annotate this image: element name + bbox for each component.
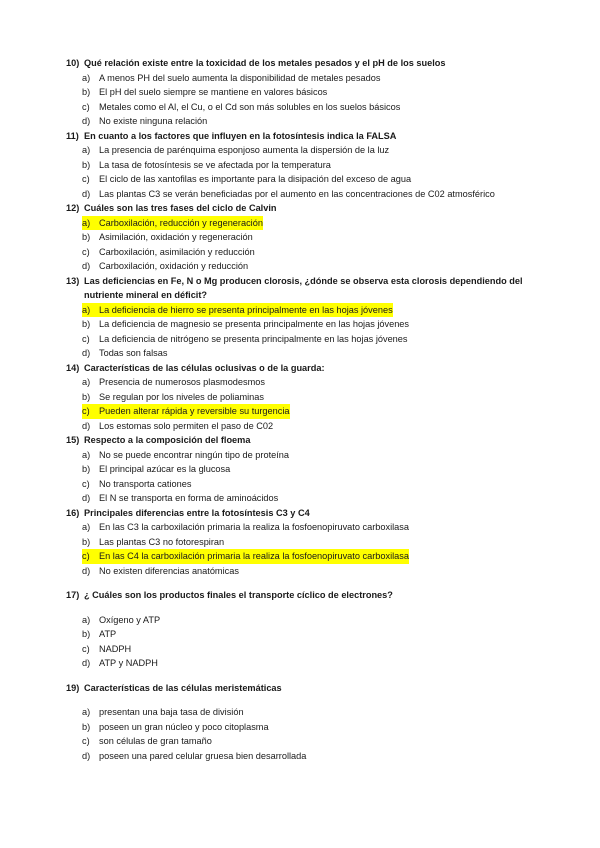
question-block (66, 588, 546, 671)
question-heading (66, 361, 546, 376)
question-heading (66, 129, 546, 144)
option-text: Oxígeno y ATP (99, 614, 161, 625)
option-text: La deficiencia de hierro se presenta principalmente en las hojas jóvenes (99, 303, 393, 318)
question-heading (66, 681, 546, 696)
option-letter: b) (82, 721, 91, 732)
highlighted-answer-option (66, 216, 546, 231)
answer-option (66, 114, 546, 129)
question-number: 12) (66, 203, 80, 213)
option-text: poseen una pared celular gruesa bien desarrollada (99, 750, 307, 761)
option-letter: b) (82, 319, 91, 329)
option-text: No transporta cationes (99, 478, 192, 489)
option-text: ATP y NADPH (99, 658, 158, 668)
option-text: Presencia de numerosos plasmodesmos (99, 377, 265, 387)
answer-option (66, 720, 546, 735)
option-text: No existe ninguna relación (99, 116, 208, 126)
answer-option (66, 259, 546, 274)
answer-option (66, 477, 546, 492)
question-text: Características de las células meristemáticas (84, 682, 282, 693)
option-letter: a) (82, 449, 91, 460)
question-number: 19) (66, 682, 80, 693)
question-block (66, 274, 546, 361)
answer-option (66, 375, 546, 390)
answer-option (66, 535, 546, 550)
option-letter: d) (82, 565, 91, 576)
option-letter: a) (82, 377, 91, 387)
option-text: poseen un gran núcleo y poco citoplasma (99, 721, 269, 732)
question-block (66, 56, 546, 129)
option-letter: b) (82, 159, 91, 170)
option-letter: d) (82, 188, 91, 199)
option-letter: c) (66, 549, 99, 564)
option-text: La deficiencia de magnesio se presenta principalmente en las hojas jóvenes (99, 319, 410, 329)
option-letter: a) (82, 72, 91, 83)
answer-option (66, 172, 546, 187)
question-block (66, 201, 546, 274)
option-text: Se regulan por los niveles de poliaminas (99, 391, 264, 402)
option-text: La presencia de parénquima esponjoso aumenta la dispersión de la luz (99, 145, 390, 155)
option-text: ATP (99, 629, 117, 639)
option-text: El ciclo de las xantofilas es importante para la disipación del exceso de agua (99, 174, 412, 184)
option-letter: d) (82, 750, 91, 761)
option-letter: a) (82, 145, 91, 155)
option-text: En las C3 la carboxilación primaria la realiza la fosfoenopiruvato carboxilasa (99, 522, 409, 532)
option-text: Las plantas C3 se verán beneficiadas por el aumento en las concentraciones de C02 atmosférico (99, 188, 495, 199)
highlighted-answer-option (66, 404, 546, 419)
option-text: Carboxilación, oxidación y reducción (99, 261, 249, 271)
option-letter: b) (82, 629, 91, 639)
answer-option (66, 332, 546, 347)
answer-option (66, 100, 546, 115)
answer-option (66, 520, 546, 535)
answer-option (66, 613, 546, 628)
option-text: No existen diferencias anatómicas (99, 565, 239, 576)
option-text: NADPH (99, 643, 132, 654)
question-number: 15) (66, 435, 80, 445)
question-text: Principales diferencias entre la fotosíntesis C3 y C4 (84, 507, 310, 518)
question-number: 17) (66, 590, 80, 600)
option-letter: b) (82, 87, 91, 97)
option-letter: a) (82, 614, 91, 625)
option-letter: d) (82, 658, 91, 668)
option-letter: d) (82, 348, 91, 358)
option-text: Carboxilación, asimilación y reducción (99, 246, 255, 257)
answer-option (66, 705, 546, 720)
option-text: Los estomas solo permiten el paso de C02 (99, 420, 274, 431)
option-text: son células de gran tamaño (99, 736, 212, 746)
option-text: Carboxilación, reducción y regeneración (99, 216, 263, 231)
option-letter: a) (82, 522, 91, 532)
option-text: presentan una baja tasa de división (99, 707, 244, 717)
question-number: 10) (66, 58, 80, 68)
question-heading (66, 433, 546, 448)
highlighted-answer-option (66, 549, 546, 564)
question-block (66, 681, 546, 764)
answer-option (66, 734, 546, 749)
answer-option (66, 462, 546, 477)
answer-option (66, 491, 546, 506)
answer-option (66, 158, 546, 173)
answer-option (66, 390, 546, 405)
question-heading (66, 588, 546, 603)
question-heading (66, 506, 546, 521)
option-text: Las plantas C3 no fotorespiran (99, 536, 225, 547)
option-text: La deficiencia de nitrógeno se presenta principalmente en las hojas jóvenes (99, 333, 408, 344)
option-letter: b) (82, 391, 91, 402)
question-text: Respecto a la composición del floema (84, 435, 251, 445)
option-letter: b) (82, 536, 91, 547)
answer-option (66, 627, 546, 642)
question-number: 16) (66, 507, 80, 518)
option-text: La tasa de fotosíntesis se ve afectada por la temperatura (99, 159, 331, 170)
option-letter: c) (82, 333, 90, 344)
answer-option (66, 317, 546, 332)
option-letter: c) (82, 643, 90, 654)
option-text: A menos PH del suelo aumenta la disponibilidad de metales pesados (99, 72, 381, 83)
question-block (66, 361, 546, 434)
option-letter: d) (82, 420, 91, 431)
option-letter: a) (82, 707, 91, 717)
option-text: El pH del suelo siempre se mantiene en valores básicos (99, 87, 328, 97)
question-block (66, 433, 546, 506)
option-letter: a) (66, 303, 99, 318)
question-text: Qué relación existe entre la toxicidad de los metales pesados y el pH de los suelos (84, 58, 446, 68)
question-heading (66, 56, 546, 71)
option-text: Metales como el Al, el Cu, o el Cd son más solubles en los suelos básicos (99, 101, 401, 112)
question-text: Características de las células oclusivas o de la guarda: (84, 362, 325, 373)
question-block (66, 129, 546, 202)
answer-option (66, 187, 546, 202)
option-text: El N se transporta en forma de aminoácidos (99, 493, 279, 503)
option-letter: c) (66, 404, 99, 419)
question-number: 14) (66, 362, 80, 373)
answer-option (66, 85, 546, 100)
option-text: El principal azúcar es la glucosa (99, 464, 231, 474)
option-text: En las C4 la carboxilación primaria la realiza la fosfoenopiruvato carboxilasa (99, 549, 409, 564)
option-text: Asimilación, oxidación y regeneración (99, 232, 253, 242)
question-text: Cuáles son las tres fases del ciclo de Calvin (84, 203, 277, 213)
option-text: Pueden alterar rápida y reversible su turgencia (99, 404, 290, 419)
option-letter: d) (82, 261, 91, 271)
highlighted-answer-option (66, 303, 546, 318)
question-number: 13) (66, 275, 80, 286)
option-letter: c) (82, 246, 90, 257)
answer-option (66, 346, 546, 361)
answer-option (66, 230, 546, 245)
option-letter: d) (82, 493, 91, 503)
question-block (66, 506, 546, 579)
option-letter: b) (82, 464, 91, 474)
option-letter: c) (82, 174, 90, 184)
answer-option (66, 749, 546, 764)
answer-option (66, 656, 546, 671)
option-letter: c) (82, 478, 90, 489)
answer-option (66, 642, 546, 657)
question-text: Las deficiencias en Fe, N o Mg producen clorosis, ¿dónde se observa esta clorosis dependiendo del nutriente mineral en déficit? (84, 275, 523, 300)
option-text: Todas son falsas (99, 348, 168, 358)
answer-option (66, 419, 546, 434)
answer-option (66, 71, 546, 86)
document-page (66, 56, 546, 763)
option-letter: d) (82, 116, 91, 126)
answer-option (66, 143, 546, 158)
question-heading (66, 274, 546, 303)
option-letter: c) (82, 101, 90, 112)
question-text: En cuanto a los factores que influyen en la fotosíntesis indica la FALSA (84, 130, 397, 141)
option-text: No se puede encontrar ningún tipo de proteína (99, 449, 290, 460)
answer-option (66, 564, 546, 579)
answer-option (66, 448, 546, 463)
option-letter: b) (82, 232, 91, 242)
question-number: 11) (66, 130, 79, 141)
question-heading (66, 201, 546, 216)
question-text: ¿ Cuáles son los productos finales el transporte cíclico de electrones? (84, 590, 393, 600)
answer-option (66, 245, 546, 260)
option-letter: c) (82, 736, 90, 746)
option-letter: a) (66, 216, 99, 231)
